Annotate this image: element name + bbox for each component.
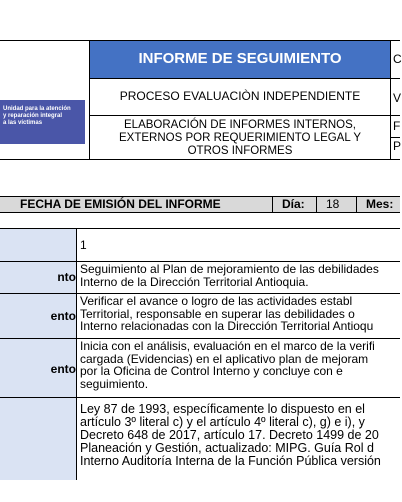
rule: [90, 78, 400, 79]
agency-logo: [0, 100, 85, 144]
row-label-band: [0, 398, 76, 480]
rule: [0, 212, 400, 213]
subprocess-line: ELABORACIÓN DE INFORMES INTERNOS,: [124, 119, 356, 131]
row-2-label: nto: [57, 270, 76, 284]
fecha-label: FECHA DE EMISIÓN DEL INFORME: [20, 197, 221, 211]
rule: [272, 196, 273, 213]
rule: [0, 196, 400, 197]
row-line: Ley 87 de 1993, específicamente lo dispuesto en el: [80, 402, 365, 416]
row-line: seguimiento.: [80, 376, 149, 391]
row-line: Seguimiento al Plan de mejoramiento de las debilidades: [80, 262, 379, 276]
row-line: Planeación y Gestión, actualizado: MIPG. Guía Rol d: [80, 441, 374, 455]
row-5-value: [80, 403, 400, 468]
subprocess-name: [90, 116, 390, 159]
row-line: Territorial, responsable en superar las debilidades o: [80, 306, 355, 321]
process-name: PROCESO EVALUACIÒN INDEPENDIENTE: [119, 89, 361, 103]
row-line: por la Oficina de Control Interno y concluye con e: [80, 364, 343, 378]
mes-label: Mes:: [366, 197, 394, 211]
rule: [316, 196, 317, 213]
row-line: Interno relacionadas con la Dirección Territorial Antioqu: [80, 319, 374, 333]
subprocess-line: EXTERNOS POR REQUERIMIENTO LEGAL Y: [119, 132, 361, 144]
header-page-cut: P: [393, 139, 402, 153]
header-code-cut: C: [393, 52, 402, 66]
rule: [356, 196, 357, 213]
logo-line: Unidad para la atención: [3, 106, 71, 112]
rule: [0, 228, 400, 229]
row-3-label: ento: [50, 309, 76, 323]
rule: [76, 228, 77, 480]
logo-line: y reparación integral: [3, 113, 63, 119]
rule: [89, 40, 90, 160]
row-line: Decreto 648 de 2017, artículo 17. Decreto 1499 de 20: [80, 428, 379, 442]
header-version-cut: V: [393, 91, 402, 105]
row-4-label: ento: [50, 362, 76, 376]
row-line: Inicia con el análisis, evaluación en el marco de la verifi: [80, 339, 375, 353]
row-line: Interno de la Dirección Territorial Antioquia.: [80, 274, 309, 289]
rule: [390, 40, 391, 160]
dia-label: Día:: [282, 197, 305, 211]
report-title: INFORME DE SEGUIMIENTO: [138, 50, 342, 67]
row-line: Verificar el avance o logro de las actividades establ: [80, 294, 353, 308]
row-4-value: [80, 340, 400, 390]
rule: [90, 115, 400, 116]
logo-line: a las víctimas: [3, 120, 43, 126]
row-line: Interno Auditoría Interna de la Función Pública versión: [80, 454, 381, 468]
row-label-band: [0, 228, 76, 261]
rule: [0, 397, 400, 398]
row-line: 1: [80, 238, 87, 252]
row-line: cargada (Evidencias) en el aplicativo plan de mejoram: [80, 351, 369, 366]
row-1-value: [80, 239, 400, 252]
row-line: artículo 3º literal c) y el artículo 4º literal c), g) e i), y: [80, 415, 365, 429]
header-date-cut: F: [393, 119, 401, 133]
row-2-value: [80, 263, 400, 288]
subprocess-line: OTROS INFORMES: [187, 145, 293, 157]
rule: [0, 159, 400, 160]
rule: [0, 40, 400, 41]
row-3-value: [80, 295, 400, 333]
rule: [390, 137, 400, 138]
dia-value: 18: [326, 197, 340, 211]
